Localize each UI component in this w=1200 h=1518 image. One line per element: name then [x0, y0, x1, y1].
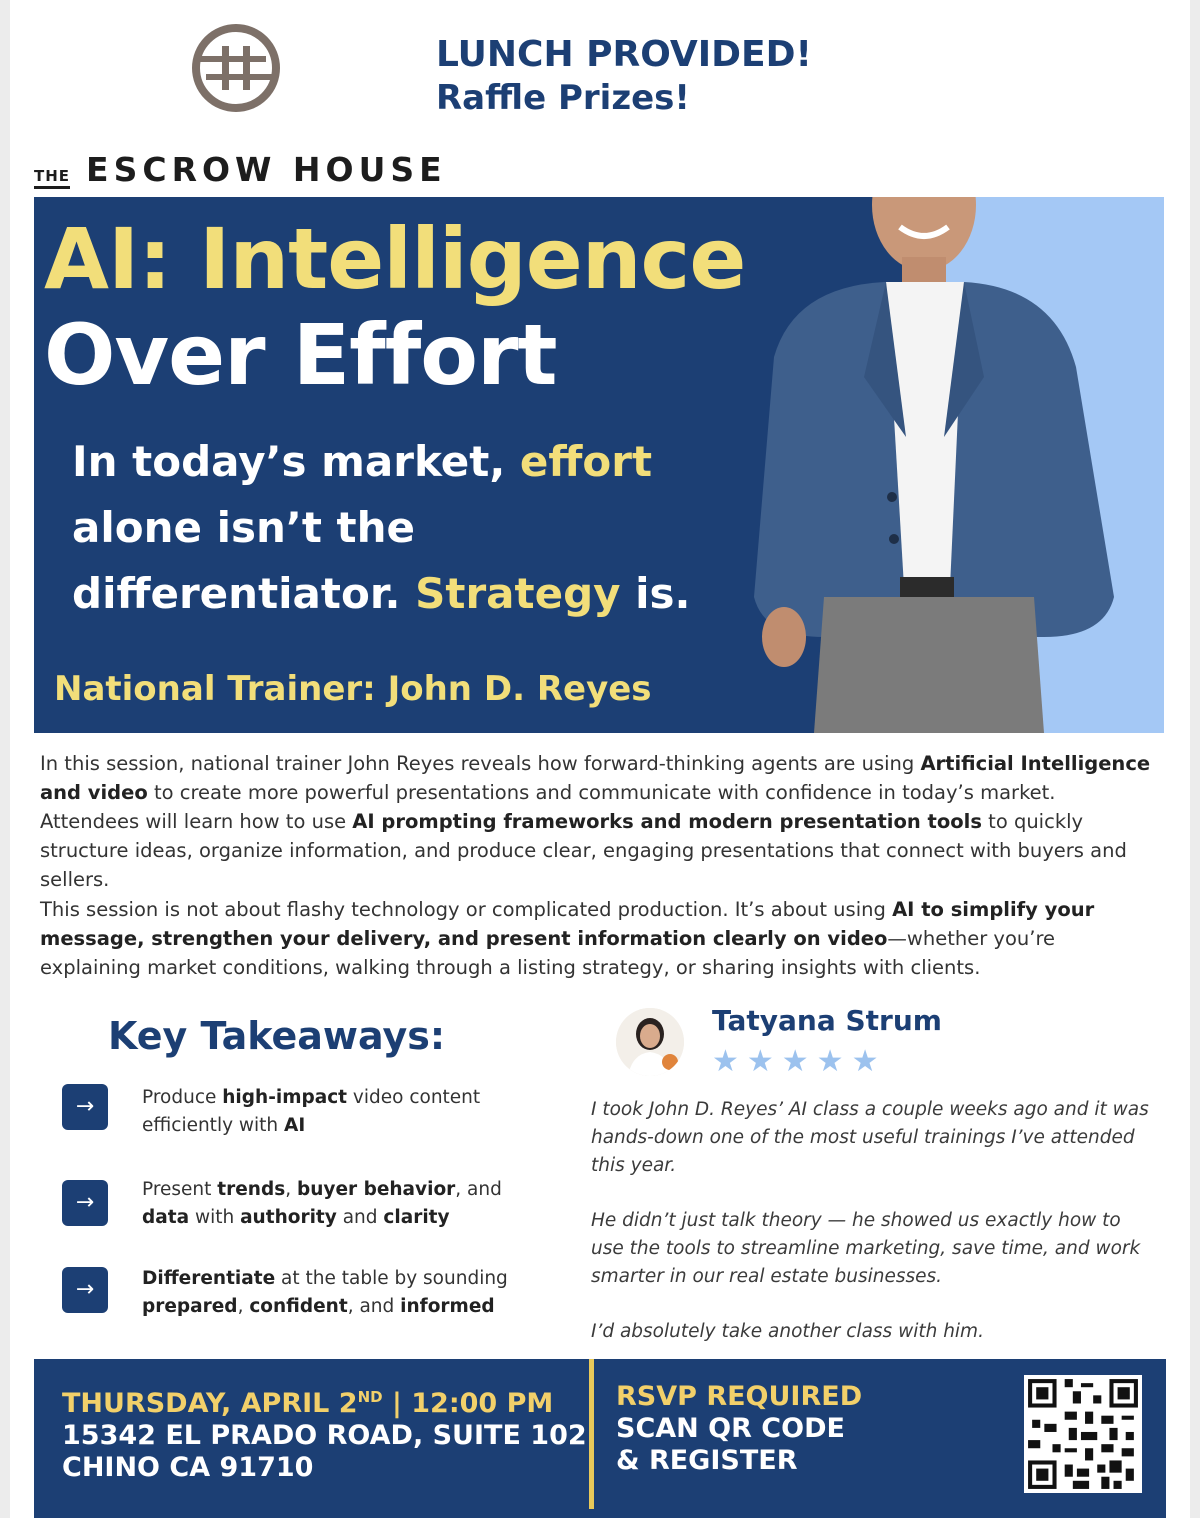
escrow-house-logo-icon [190, 22, 282, 114]
intro-text: —whether you’re explaining market conditions, walking through a listing strategy, or sharing insights with clients. [40, 927, 1056, 979]
brand-the: THE [34, 167, 70, 189]
takeaway-bold: prepared [142, 1296, 238, 1317]
takeaway-fragment: with [189, 1207, 241, 1228]
takeaway-text [142, 1176, 542, 1232]
intro-text: to quickly structure ideas, organize information, and produce clear, engaging presentations that connect with buyers and sellers. [40, 810, 1127, 891]
trainer-name: National Trainer: John D. Reyes [54, 669, 652, 709]
event-time: | 12:00 PM [382, 1388, 554, 1419]
address-line-2: CHINO CA 91710 [62, 1452, 314, 1483]
testimonial-quote-1: I took John D. Reyes’ AI class a couple weeks ago and it was hands-down one of the most useful trainings I’ve attended this year. [591, 1099, 1149, 1176]
promo-raffle: Raffle Prizes! [436, 78, 690, 118]
event-details [62, 1381, 587, 1484]
takeaway-fragment: , and [347, 1296, 401, 1317]
takeaway-bold: data [142, 1207, 190, 1228]
scan-qr-text: SCAN QR CODE [616, 1413, 845, 1444]
takeaway-fragment: , [285, 1179, 298, 1200]
takeaway-text [142, 1265, 542, 1321]
takeaway-fragment: , and [455, 1179, 502, 1200]
promo-block [436, 34, 812, 120]
rsvp-required: RSVP REQUIRED [616, 1381, 863, 1412]
intro-bold: AI prompting frameworks and modern presentation tools [352, 810, 982, 833]
register-text: & REGISTER [616, 1445, 798, 1476]
takeaway-bold: high-impact [222, 1087, 348, 1108]
qr-code-icon[interactable] [1024, 1375, 1142, 1493]
footer-divider [589, 1359, 594, 1509]
takeaway-bold: confident [249, 1296, 348, 1317]
tagline-part: alone isn’t the differentiator. [72, 503, 416, 618]
takeaway-bold: Differentiate [142, 1268, 276, 1289]
brand-name: ESCROW HOUSE [86, 150, 447, 189]
takeaway-fragment: , [237, 1296, 250, 1317]
tagline-part: is. [620, 569, 691, 618]
takeaway-bold: authority [240, 1207, 337, 1228]
intro-bold: Artificial Intelligence and video [40, 752, 1151, 804]
takeaway-fragment: Present [142, 1179, 218, 1200]
event-footer [34, 1359, 1166, 1518]
title-line-2: Over Effort [44, 306, 557, 404]
intro-text: to create more powerful presentations and communicate with confidence in today’s market. Attendees will learn how to use [40, 781, 1056, 833]
takeaway-bold: buyer behavior [297, 1179, 456, 1200]
intro-paragraph-1 [40, 749, 1160, 894]
takeaway-fragment: video content efficiently with [142, 1087, 481, 1136]
takeaway-fragment: at the table by sounding [275, 1268, 508, 1289]
hero-tagline [72, 429, 692, 627]
reviewer-avatar [616, 1008, 684, 1076]
intro-text: In this session, national trainer John Reyes reveals how forward-thinking agents are using [40, 752, 921, 775]
reviewer-name: Tatyana Strum [712, 1004, 942, 1037]
star-rating: ★★★★★ [712, 1044, 887, 1079]
takeaway-bold: trends [217, 1179, 286, 1200]
event-date: THURSDAY, APRIL 2 [62, 1388, 358, 1419]
promo-lunch: LUNCH PROVIDED! [436, 34, 812, 75]
hero-banner [34, 197, 1164, 733]
page-margin-left [0, 0, 10, 1518]
tagline-part: In today’s market, [72, 437, 520, 486]
takeaway-fragment: and [336, 1207, 384, 1228]
rsvp-block [616, 1381, 862, 1477]
page-margin-right [1190, 0, 1200, 1518]
takeaway-text [142, 1084, 542, 1140]
brand-wordmark [34, 150, 447, 189]
tagline-highlight-strategy: Strategy [415, 569, 621, 618]
takeaway-bold: informed [400, 1296, 495, 1317]
presenter-photo [714, 197, 1144, 733]
intro-text: This session is not about flashy technology or complicated production. It’s about using [40, 898, 893, 921]
key-takeaways-title: Key Takeaways: [108, 1014, 446, 1058]
intro-paragraph-2 [40, 895, 1160, 982]
takeaway-bold: AI [284, 1115, 306, 1136]
takeaway-fragment: Produce [142, 1087, 223, 1108]
tagline-highlight-effort: effort [519, 437, 653, 486]
address-line-1: 15342 EL PRADO ROAD, SUITE 102 [62, 1420, 587, 1451]
intro-bold: AI to simplify your message, strengthen your delivery, and present information clearly on video [40, 898, 1095, 950]
title-line-1: AI: Intelligence [44, 210, 746, 308]
arrow-right-icon: → [62, 1084, 108, 1130]
event-date-time [62, 1381, 587, 1420]
testimonial-quote-2: He didn’t just talk theory — he showed us exactly how to use the tools to streamline marketing, save time, and work smarter in our real estate businesses. [591, 1210, 1141, 1287]
takeaway-bold: clarity [383, 1207, 450, 1228]
testimonial-quote-3: I’d absolutely take another class with him. [591, 1321, 984, 1342]
date-suffix: ND [357, 1388, 383, 1406]
arrow-right-icon: → [62, 1267, 108, 1313]
arrow-right-icon: → [62, 1180, 108, 1226]
